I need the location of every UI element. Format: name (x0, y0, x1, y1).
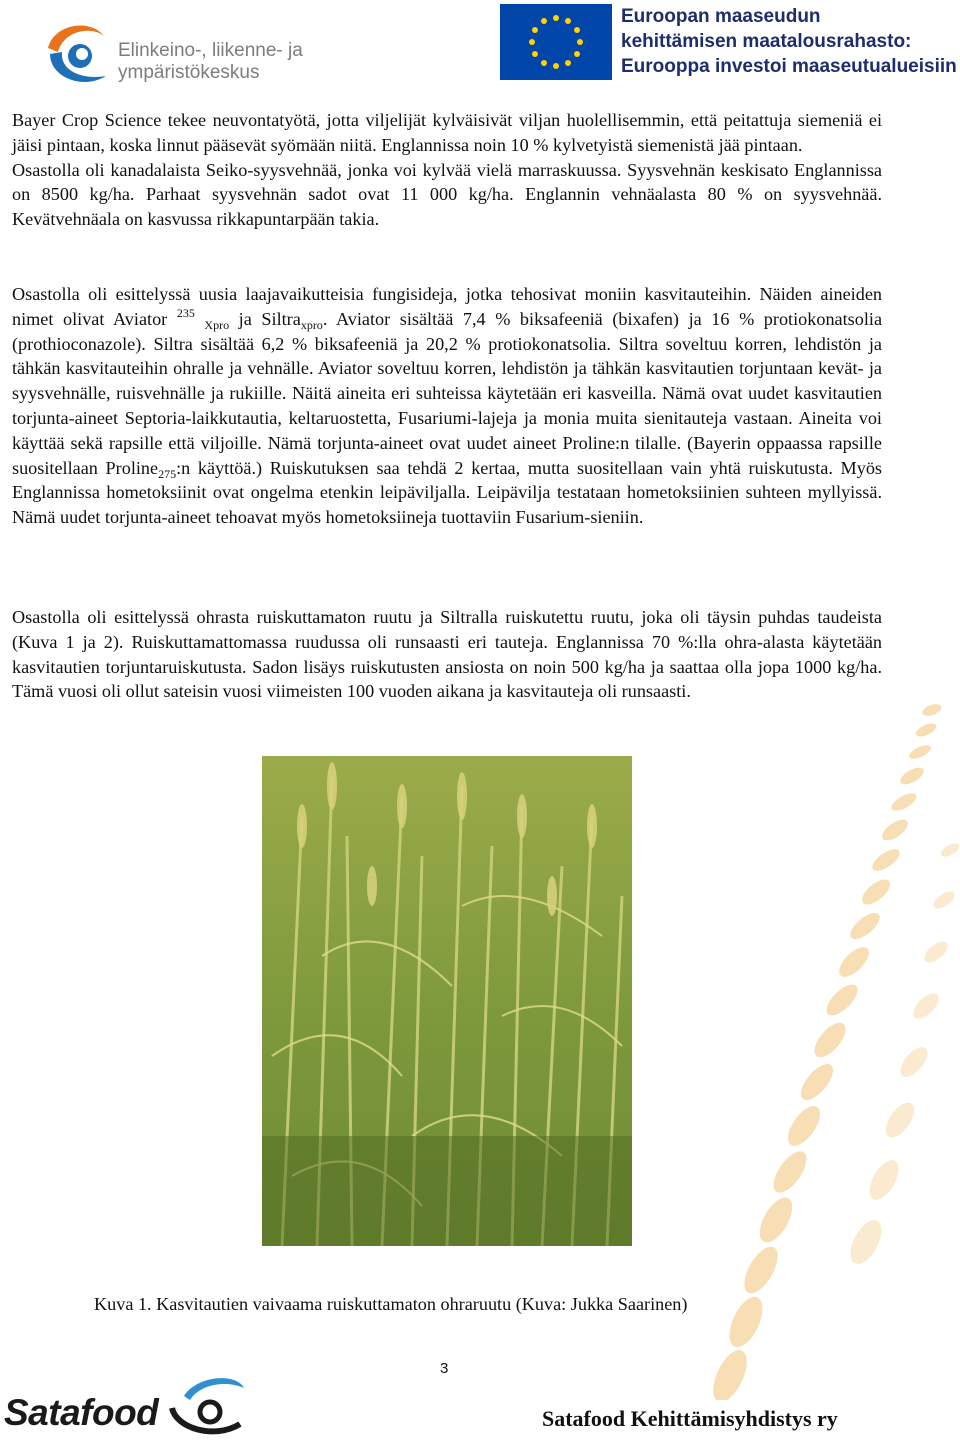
figure-caption: Kuva 1. Kasvitautien vaivaama ruiskuttamaton ohraruutu (Kuva: Jukka Saarinen) (94, 1294, 688, 1314)
p2-part4: :n käyttöä.) Ruiskutuksen saa tehdä 2 kertaa, mutta suositellaan vain yhtä ruiskutusta. Myös Englannissa hometoksiinit ovat ongelma etenkin leipäviljalla. Leipävilja testataan hometoksiinien suhteen myllyissä. Nämä uudet torjunta-aineet tehoavat myös hometoksiineja tuottaviin Fusarium-sieniin. (12, 457, 882, 528)
eu-flag-icon (500, 4, 612, 80)
barley-plot-photo (262, 756, 632, 1246)
eu-fund-text (621, 4, 957, 79)
paragraph-1-seeds: Bayer Crop Science tekee neuvontatyötä, jotta viljelijät kylväisivät viljan huolellisemmin, että peitattuja siemeniä ei jäisi pintaan, koska linnut pääsevät syömään niitä. Englannissa noin 10 % kylvetyistä siemenistä jää pintaan. (12, 110, 882, 155)
footer-organization: Satafood Kehittämisyhdistys ry (542, 1406, 838, 1431)
p2-part1: Osastolla oli esittelyssä uusia laajavaikutteisia fungisideja, jotka tehosivat moniin kasvitauteihin. Näiden aineiden nimet olivat Aviator (12, 284, 882, 329)
ely-logo-text (118, 40, 303, 84)
ely-logo-line2: ympäristökeskus (118, 62, 260, 83)
ely-logo-line1: Elinkeino-, liikenne- ja (118, 40, 303, 61)
p2-sub3: 275 (158, 466, 177, 481)
paragraph-2 (12, 282, 882, 530)
page-number: 3 (440, 1360, 449, 1377)
paragraph-1 (12, 108, 882, 232)
eu-line1: Euroopan maaseudun (621, 6, 821, 27)
p2-sub2: xpro (300, 317, 323, 332)
p2-part2: ja Siltra (229, 308, 301, 329)
p2-sup1: 235 (176, 305, 195, 320)
paragraph-3: Osastolla oli esittelyssä ohrasta ruiskuttamaton ruutu ja Siltralla ruiskutettu ruutu, joka oli täysin puhdas taudeista (Kuva 1 ja 2). Ruiskuttamattomassa ruudussa oli runsaasti eri tauteja. Englannissa 70 %:lla ohra-alasta käytetään kasvitautien torjuntaruiskutusta. Sadon lisäys ruiskutusten ansiosta on noin 500 kg/ha ja saattaa olla jopa 1000 kg/ha. Tämä vuosi oli ollut sateisin vuosi viimeisten 100 vuoden aikana ja kasvitauteja oli runsaasti. (12, 607, 882, 702)
p2-part3: . Aviator sisältää 7,4 % biksafeeniä (bixafen) ja 16 % protiokonatsolia (prothioconazole). Siltra sisältää 6,2 % biksafeeniä ja 20,2 % protiokonatsolia. Siltra soveltuu korren, lehdistön ja tähkän kasvitauteihin ohralle ja vehnälle. Aviator soveltuu korren, lehdistön ja tähkän kasvitautien torjuntaan kevät- ja syysvehnälle, ruisvehnälle ja rukiille. Näitä aineita eri suhteissa käytetään eri kasveilla. Nämä ovat uudet kasvitautien torjunta-aineet Septoria-laikkutautia, keltaruostetta, Fusariumi-lajeja ja monia muita sienitauteja vastaan. Aineita voi käyttää sekä rapsille että viljoille. Nämä torjunta-aineet ovat uudet aineet Proline:n tilalle. (Bayerin oppaassa rapsille suositellaan Proline (12, 308, 883, 478)
p2-sub1: Xpro (204, 317, 230, 332)
eu-line2: kehittämisen maatalousrahasto: (621, 31, 912, 52)
satafood-logo-text: Satafood (4, 1392, 159, 1433)
paragraph-1-wheat: Osastolla oli kanadalaista Seiko-syysvehnää, jonka voi kylvää vielä marraskuussa. Syysvehnän keskisato Englannissa on 8500 kg/ha. Parhaat syysvehnän sadot ovat 11 000 kg/ha. Englannin vehnäalasta 80 % on syysvehnää. Kevätvehnäala on kasvussa rikkapuntarpään takia. (12, 159, 882, 230)
eu-line3: Eurooppa investoi maaseutualueisiin (621, 56, 957, 77)
